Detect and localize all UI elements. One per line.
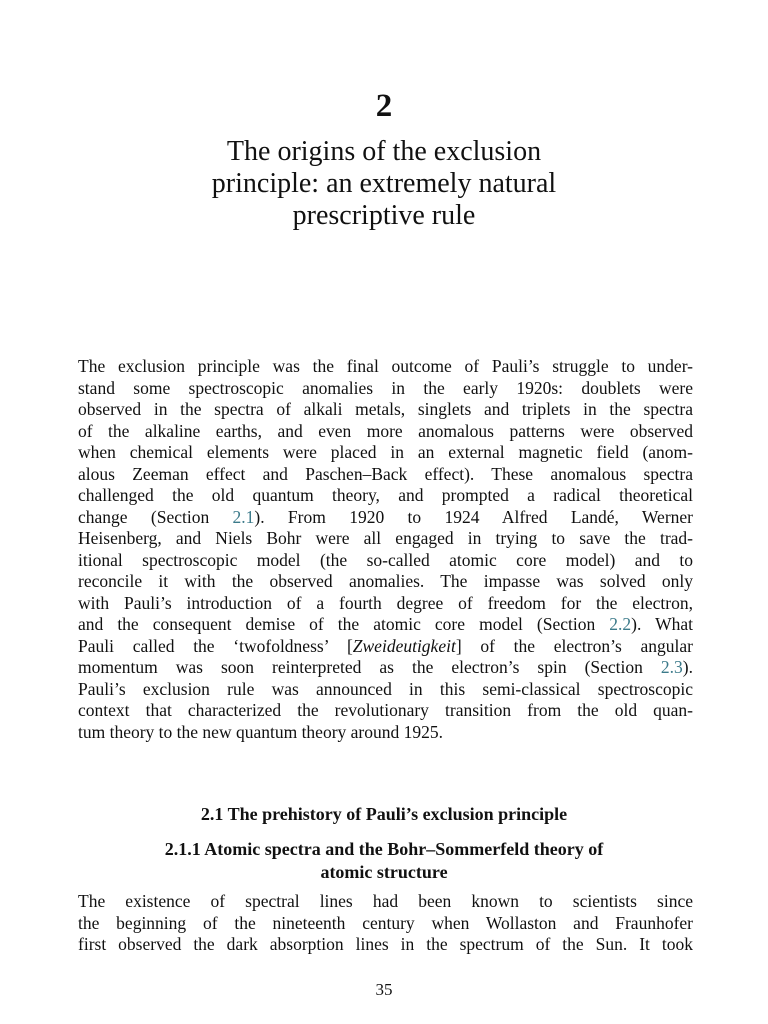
text-segment: Pauli called the ‘twofoldness’ [ — [78, 635, 353, 656]
text-line — [78, 657, 693, 679]
text-segment: and the consequent demise of the atomic core model (Section — [78, 614, 610, 634]
text-line — [78, 507, 693, 529]
section-heading: 2.1 The prehistory of Pauli’s exclusion principle — [200, 804, 568, 824]
page-number: 35 — [375, 980, 393, 999]
text-line — [78, 614, 693, 636]
text-line — [78, 636, 693, 658]
text-segment: ). What — [631, 614, 693, 634]
section-link-2-2[interactable]: 2.2 — [609, 614, 632, 634]
italic-term: Zweideutigkeit — [352, 635, 456, 656]
text-line: The existence of spectral lines had been known to scientists since — [78, 891, 693, 911]
chapter-title — [0, 136, 768, 232]
text-line: observed in the spectra of alkali metals, singlets and triplets in the spectra — [78, 399, 693, 419]
subsection-heading-line: 2.1.1 Atomic spectra and the Bohr–Sommerfeld theory of — [164, 839, 604, 859]
chapter-title-line: prescriptive rule — [292, 200, 476, 231]
text-line: the beginning of the nineteenth century when Wollaston and Fraunhofer — [78, 912, 693, 933]
chapter-title-line: The origins of the exclusion — [226, 136, 542, 167]
text-line: when chemical elements were placed in an external magnetic field (anom- — [78, 442, 693, 462]
section-link-2-1[interactable]: 2.1 — [232, 506, 255, 527]
text-line: first observed the dark absorption lines in the spectrum of the Sun. It took — [78, 934, 693, 954]
text-line: reconcile it with the observed anomalies. The impasse was solved only — [78, 571, 693, 591]
text-segment: momentum was soon reinterpreted as the electron’s spin (Section — [78, 657, 661, 677]
text-line: Heisenberg, and Niels Bohr were all engaged in trying to save the trad- — [78, 528, 693, 548]
text-line: challenged the old quantum theory, and prompted a radical theoretical — [78, 485, 693, 505]
text-line: tum theory to the new quantum theory around 1925. — [78, 721, 443, 742]
section-link-2-3[interactable]: 2.3 — [660, 657, 683, 677]
text-segment: ). — [682, 657, 693, 677]
subsection-heading — [0, 838, 768, 884]
text-segment: ] of the electron’s angular — [455, 635, 693, 656]
text-line: itional spectroscopic model (the so-called atomic core model) and to — [78, 549, 693, 570]
intro-paragraph — [78, 356, 693, 743]
text-line: of the alkaline earths, and even more anomalous patterns were observed — [78, 420, 693, 441]
text-line: alous Zeeman effect and Paschen–Back effect). These anomalous spectra — [78, 463, 693, 484]
chapter-title-line: principle: an extremely natural — [211, 168, 557, 199]
chapter-number: 2 — [375, 88, 393, 124]
text-segment: ). From 1920 to 1924 Alfred Landé, Werner — [254, 506, 693, 527]
text-line: Pauli’s exclusion rule was announced in this semi-classical spectroscopic — [78, 678, 693, 699]
text-line: with Pauli’s introduction of a fourth degree of freedom for the electron, — [78, 592, 693, 613]
text-line: stand some spectroscopic anomalies in the early 1920s: doublets were — [78, 377, 693, 398]
text-segment: change (Section — [78, 506, 233, 527]
text-line: context that characterized the revolutionary transition from the old quan- — [78, 700, 693, 720]
subsection-heading-line: atomic structure — [320, 862, 448, 882]
paragraph-2 — [78, 891, 693, 956]
text-line: The exclusion principle was the final outcome of Pauli’s struggle to under- — [78, 356, 693, 376]
